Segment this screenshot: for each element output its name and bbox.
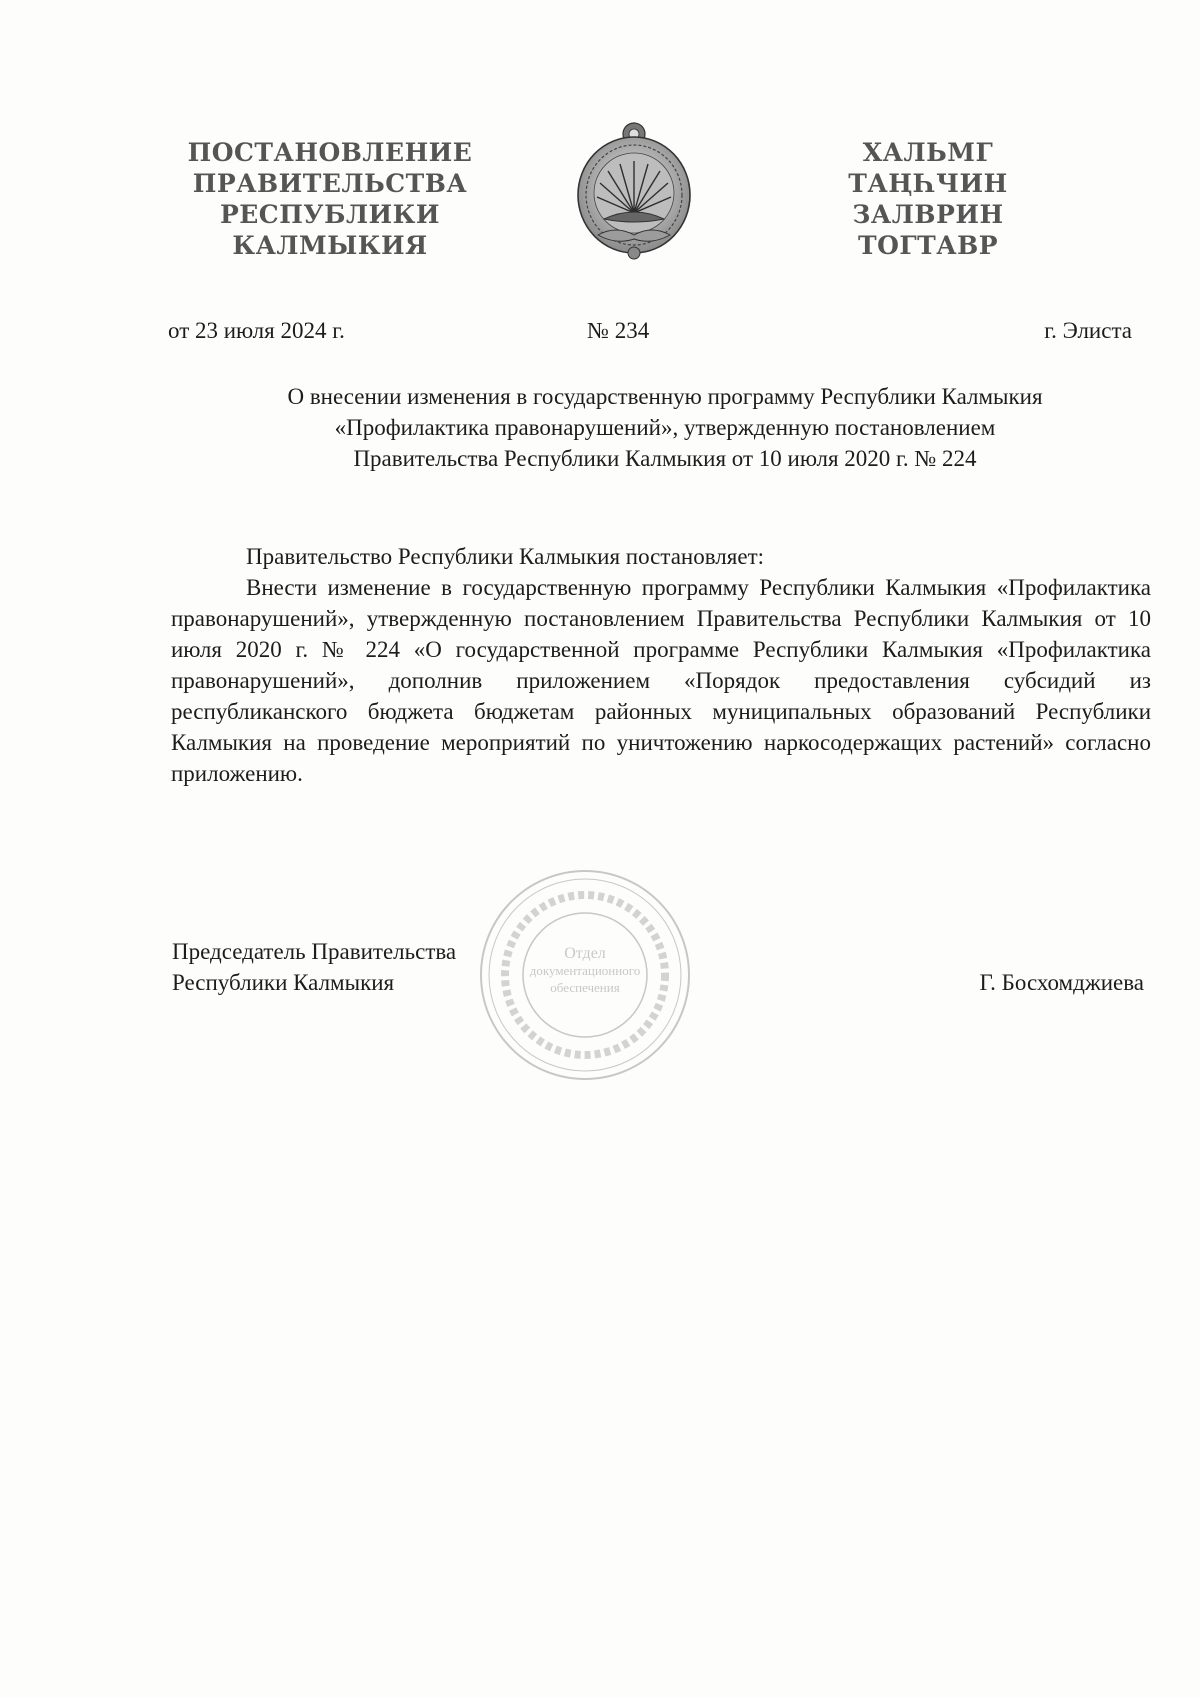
header-right-line: ХАЛЬМГ <box>862 138 994 167</box>
stamp-line: документационного <box>529 963 641 978</box>
header-left-title <box>170 137 490 261</box>
stamp-line: обеспечения <box>550 980 620 995</box>
document-date: от 23 июля 2024 г. <box>168 318 345 343</box>
stamp-line: Отдел <box>564 945 606 962</box>
document-body <box>171 541 1151 789</box>
header-right-line: ТОГТАВР <box>857 231 999 260</box>
round-seal-icon <box>475 865 695 1085</box>
header-right-line: ТАҢҺЧИН <box>848 169 1008 198</box>
header-left-line: КАЛМЫКИЯ <box>232 231 428 260</box>
kalmykia-coat-of-arms-icon <box>574 121 694 263</box>
document-subject <box>180 381 1150 474</box>
header-left-line: ПРАВИТЕЛЬСТВА <box>192 169 468 198</box>
document-number: № 234 <box>587 318 650 343</box>
signature-position-line: Республики Калмыкия <box>172 970 395 995</box>
subject-line: Правительства Республики Калмыкия от 10 июля 2020 г. № 224 <box>353 446 977 471</box>
header-right-line: ЗАЛВРИН <box>852 200 1004 229</box>
stamp-center-text <box>525 945 645 996</box>
subject-line: «Профилактика правонарушений», утвержденную постановлением <box>334 415 996 440</box>
subject-line: О внесении изменения в государственную программу Республики Калмыкия <box>287 384 1043 409</box>
body-paragraph: Внести изменение в государственную программу Республики Калмыкия «Профилактика правонарушений», утвержденную постановлением Правительства Республики Калмыкия от 10 июля 2020 г. № 224 «О государственной программе Республики Калмыкия «Профилактика правонарушений», дополнив приложением «Порядок предоставления субсидий из республиканского бюджета бюджетам районных муниципальных образований Республики Калмыкия на проведение мероприятий по уничтожению наркосодержащих растений» согласно приложению. <box>171 575 1151 786</box>
header-left-line: РЕСПУБЛИКИ <box>219 200 441 229</box>
document-city: г. Элиста <box>1044 318 1132 343</box>
signature-position <box>172 936 456 998</box>
body-lead: Правительство Республики Калмыкия постановляет: <box>246 544 765 569</box>
header-left-line: ПОСТАНОВЛЕНИЕ <box>187 138 473 167</box>
signature-position-line: Председатель Правительства <box>172 939 457 964</box>
signature-name: Г. Босхомджиева <box>979 970 1144 995</box>
header-right-title <box>838 137 1018 261</box>
